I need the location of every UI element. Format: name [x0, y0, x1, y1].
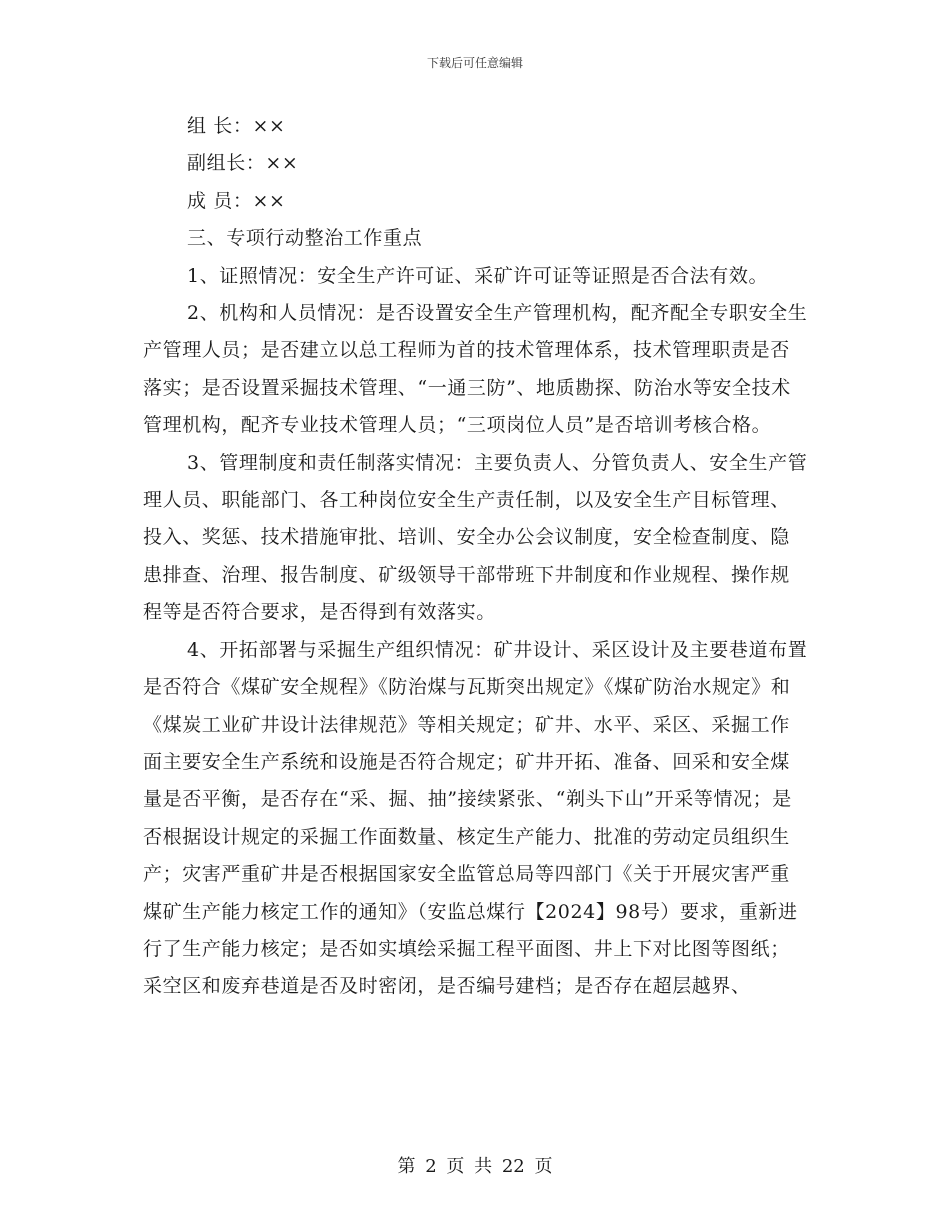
paragraph-organization: 2、机构和人员情况：是否设置安全生产管理机构，配齐配全专职安全生产管理人员；是否建立以总工程师为首的技术管理体系，技术管理职责是否落实；是否设置采掘技术管理、“一通三防”、地质勘探、防治水等安全技术管理机构，配齐专业技术管理人员；“三项岗位人员”是否培训考核合格。 [143, 302, 808, 437]
section-heading: 三、专项行动整治工作重点 [187, 227, 423, 250]
document-body [143, 108, 809, 1006]
paragraph-development-layout: 4、开拓部署与采掘生产组织情况：矿井设计、采区设计及主要巷道布置是否符合《煤矿安全规程》《防治煤与瓦斯突出规定》《煤矿防治水规定》和《煤炭工业矿井设计法律规范》等相关规定；矿井、水平、采区、采掘工作面主要安全生产系统和设施是否符合规定；矿井开拓、准备、回采和安全煤量是否平衡，是否存在“采、掘、抽”接续紧张、“剃头下山”开采等情况；是否根据设计规定的采掘工作面数量、核定生产能力、批准的劳动定员组织生产；灾害严重矿井是否根据国家安全监管总局等四部门《关于开展灾害严重煤矿生产能力核定工作的通知》（安监总煤行【2024】98号）要求，重新进行了生产能力核定；是否如实填绘采掘工程平面图、井上下对比图等图纸；采空区和废弃巷道是否及时密闭，是否编号建档；是否存在超层越界、 [143, 638, 808, 998]
leader-line: 组 长：×× [187, 115, 286, 137]
deputy-leader-line: 副组长：×× [187, 152, 299, 175]
paragraph-management-system: 3、管理制度和责任制落实情况：主要负责人、分管负责人、安全生产管理人员、职能部门、各工种岗位安全生产责任制，以及安全生产目标管理、投入、奖惩、技术措施审批、培训、安全办公会议制度，安全检查制度、隐患排查、治理、报告制度、矿级领导干部带班下井制度和作业规程、操作规程等是否符合要求，是否得到有效落实。 [143, 451, 808, 624]
page-footer: 第 2 页 共 22 页 [397, 1156, 553, 1177]
members-line: 成 员：×× [187, 189, 286, 212]
paragraph-licenses: 1、证照情况：安全生产许可证、采矿许可证等证照是否合法有效。 [187, 264, 769, 287]
page-header: 下载后可任意编辑 [426, 56, 523, 70]
